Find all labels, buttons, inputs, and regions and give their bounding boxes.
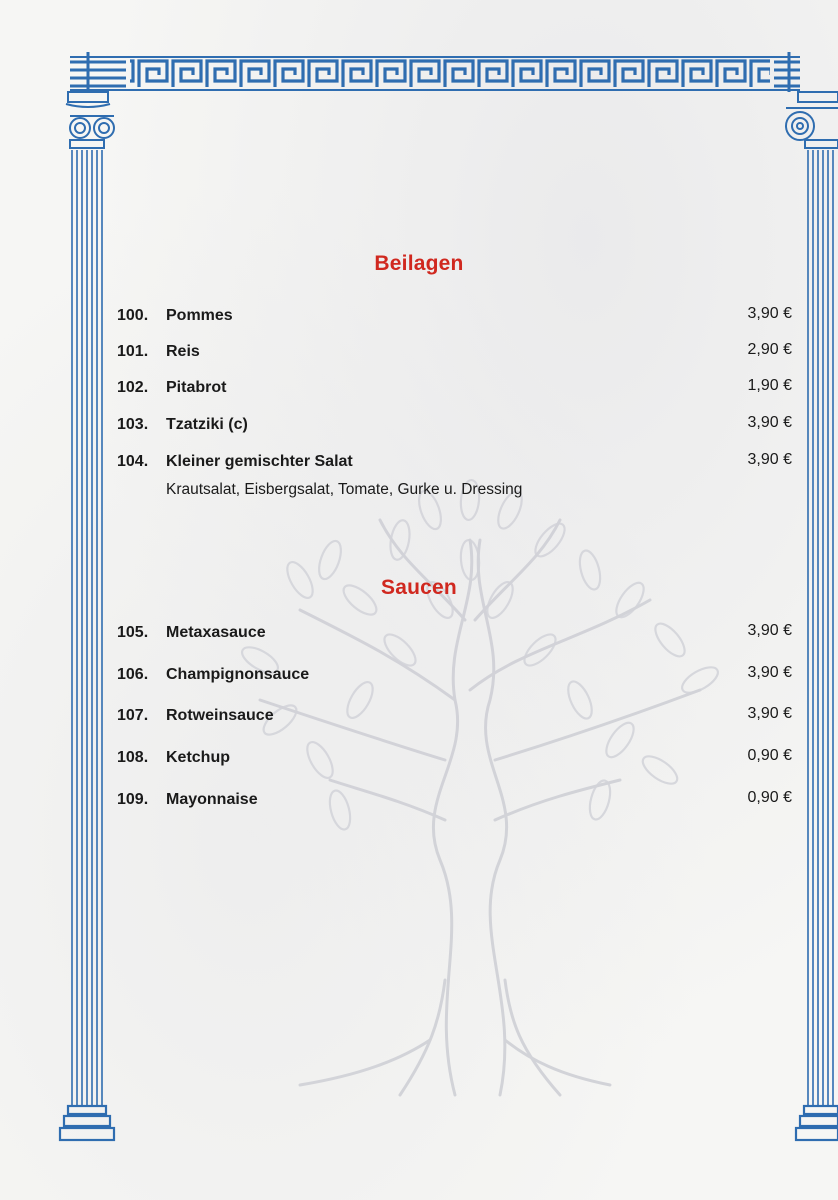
menu-item <box>117 451 792 498</box>
item-price: 0,90 € <box>747 747 792 764</box>
item-number: 105. <box>117 624 149 641</box>
menu-item <box>117 707 792 729</box>
item-name: Kleiner gemischter Salat <box>166 453 353 470</box>
item-number: 104. <box>117 453 149 470</box>
menu-item <box>117 416 792 438</box>
item-name: Mayonnaise <box>166 791 258 808</box>
item-name: Rotweinsauce <box>166 707 274 724</box>
menu-item <box>117 624 792 646</box>
item-number: 102. <box>117 379 149 396</box>
item-name: Tzatziki (c) <box>166 416 248 433</box>
menu-item <box>117 749 792 771</box>
item-price: 3,90 € <box>747 622 792 639</box>
item-price: 1,90 € <box>747 377 792 394</box>
item-description: Krautsalat, Eisbergsalat, Tomate, Gurke u. Dressing <box>166 481 523 498</box>
item-name: Ketchup <box>166 749 230 766</box>
menu-item <box>117 343 792 365</box>
item-price: 0,90 € <box>747 789 792 806</box>
item-name: Reis <box>166 343 200 360</box>
item-number: 103. <box>117 416 149 433</box>
menu-item <box>117 307 792 329</box>
item-name: Metaxasauce <box>166 624 266 641</box>
item-price: 3,90 € <box>747 664 792 681</box>
item-price: 2,90 € <box>747 341 792 358</box>
menu-item <box>117 791 792 813</box>
menu-item <box>117 666 792 688</box>
item-name: Champignonsauce <box>166 666 310 683</box>
section-title-beilagen: Beilagen <box>374 252 464 275</box>
item-number: 106. <box>117 666 149 683</box>
item-number: 101. <box>117 343 149 360</box>
item-number: 107. <box>117 707 149 724</box>
item-name: Pommes <box>166 307 233 324</box>
item-price: 3,90 € <box>747 451 792 468</box>
item-price: 3,90 € <box>747 305 792 322</box>
item-name: Pitabrot <box>166 379 227 396</box>
item-price: 3,90 € <box>747 705 792 722</box>
section-title-saucen: Saucen <box>381 576 457 599</box>
item-number: 109. <box>117 791 149 808</box>
item-number: 108. <box>117 749 149 766</box>
menu-item <box>117 379 792 401</box>
item-number: 100. <box>117 307 149 324</box>
item-price: 3,90 € <box>747 414 792 431</box>
